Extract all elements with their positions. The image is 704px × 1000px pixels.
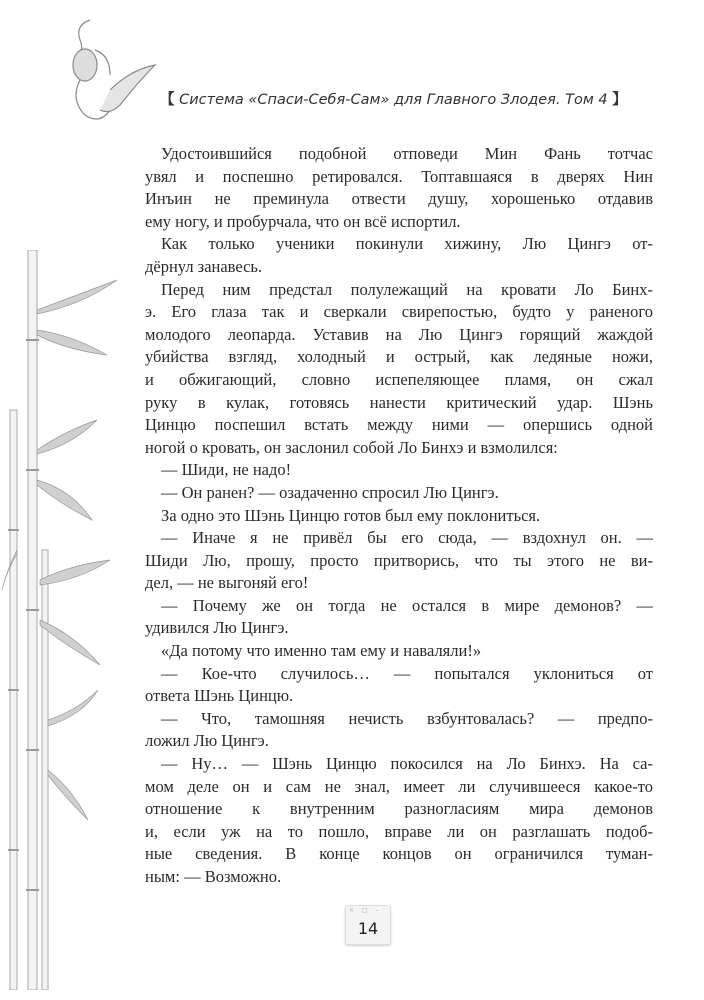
paragraph xyxy=(145,663,653,708)
paragraph xyxy=(145,233,653,278)
text-line: Цинцю поспешил встать между ними — опершись одной xyxy=(145,415,653,435)
dragon-illustration xyxy=(50,10,160,130)
text-line: руку в кулак, готовясь нанести критический удар. Шэнь xyxy=(145,392,653,412)
text-line: Перед ним предстал полулежащий на кровати Ло Бинх- xyxy=(161,279,653,299)
paragraph xyxy=(145,505,653,528)
text-line: э. Его глаза так и сверкали свирепостью, будто у раненого xyxy=(145,302,653,322)
text-line: — Он ранен? — озадаченно спросил Лю Цингэ. xyxy=(161,482,499,502)
header-title: Система «Спаси-Себя-Сам» для Главного Злодея. Том 4 xyxy=(179,92,608,108)
paragraph xyxy=(145,753,653,889)
text-line: дёрнул занавесь. xyxy=(145,256,263,276)
paragraph xyxy=(145,527,653,595)
text-line: ответа Шэнь Цинцю. xyxy=(145,686,294,706)
header-bracket-close: 】 xyxy=(612,92,627,108)
text-line: отношение к внутренним разногласиям мира демонов xyxy=(145,799,653,819)
paragraph xyxy=(145,482,653,505)
paragraph xyxy=(145,143,653,233)
paragraph xyxy=(145,640,653,663)
text-line: ным: — Возможно. xyxy=(145,867,282,886)
window-controls-icon: × □ – xyxy=(349,907,382,914)
text-line: ные сведения. В конце концов он ограничился туман- xyxy=(145,844,653,864)
text-line: мом деле он и сам не знал, имеет ли случившееся какое-то xyxy=(145,776,653,796)
paragraph xyxy=(145,595,653,640)
text-line: увял и поспешно ретировался. Топтавшаяся в дверях Нин xyxy=(145,166,653,186)
header-bracket-open: 【 xyxy=(160,92,175,108)
text-line: и, если уж на то пошло, вправе ли он разглашать подоб- xyxy=(145,821,653,841)
text-line: ногой о кровать, он заслонил собой Ло Бинхэ и взмолился: xyxy=(145,437,558,457)
text-line: молодого леопарда. Уставив на Лю Цингэ горящий жаждой xyxy=(145,324,653,344)
paragraph xyxy=(145,708,653,753)
body-text xyxy=(145,143,653,889)
text-line: Шиди Лю, прошу, просто притворись, что ты этого не ви- xyxy=(145,550,653,570)
text-line: «Да потому что именно там ему и наваляли!» xyxy=(161,641,482,661)
text-line: — Ну… — Шэнь Цинцю покосился на Ло Бинхэ. На са- xyxy=(161,754,653,774)
text-line: ложил Лю Цингэ. xyxy=(145,731,269,751)
text-line: и обжигающий, словно испепеляющее пламя, он сжал xyxy=(145,369,653,389)
text-line: Удостоившийся подобной отповеди Мин Фань тотчас xyxy=(161,144,653,163)
text-line: — Что, тамошняя нечисть взбунтовалась? — предпо- xyxy=(161,708,653,728)
text-line: удивился Лю Цингэ. xyxy=(145,618,289,638)
paragraph xyxy=(145,459,653,482)
text-line: ему ногу, и пробурчала, что он всё испортил. xyxy=(145,211,461,231)
bamboo-illustration xyxy=(0,250,140,990)
text-line: дел, — не выгоняй его! xyxy=(145,573,309,593)
text-line: — Шиди, не надо! xyxy=(161,460,292,480)
text-line: Как только ученики покинули хижину, Лю Цингэ от- xyxy=(161,234,653,254)
text-line: — Иначе я не привёл бы его сюда, — вздохнул он. — xyxy=(161,528,653,548)
text-line: — Кое-что случилось… — попытался уклониться от xyxy=(161,663,653,683)
paragraph xyxy=(145,279,653,460)
text-line: — Почему же он тогда не остался в мире демонов? — xyxy=(161,595,653,615)
text-line: За одно это Шэнь Цинцю готов был ему поклониться. xyxy=(161,505,541,525)
running-header xyxy=(160,88,627,109)
text-line: Инъин не преминула отвести душу, хорошенько отдавив xyxy=(145,189,653,209)
text-line: убийства взгляд, холодный и острый, как ледяные ножи, xyxy=(145,347,653,367)
page-number-box xyxy=(345,905,391,945)
page-number: 14 xyxy=(357,919,379,938)
